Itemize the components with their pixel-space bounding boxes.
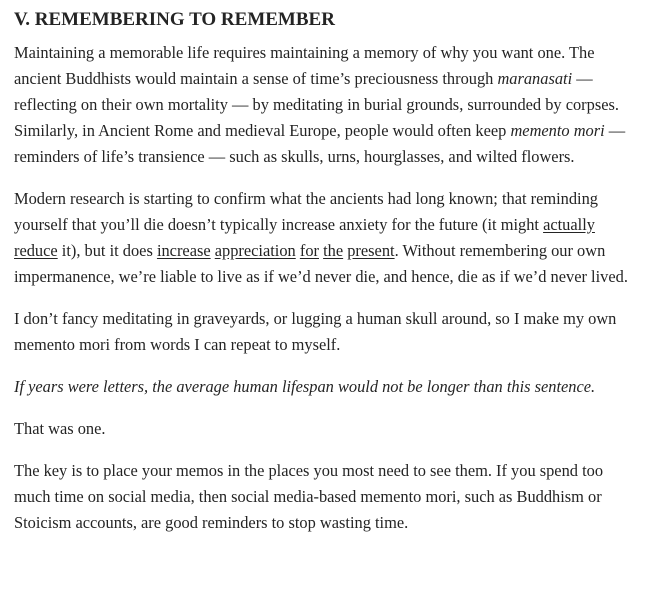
link-actually[interactable]: actually (543, 215, 595, 234)
paragraph-the-key: The key is to place your memos in the places you most need to see them. If you spend too much time on social media, then social media-based memento mori, such as Buddhism or Stoicism accounts, are good reminders to stop wasting time. (14, 461, 604, 532)
link-present[interactable]: present (347, 241, 395, 260)
paragraph-graveyards: I don’t fancy meditating in graveyards, or lugging a human skull around, so I make my own memento mori from words I can repeat to myself. (14, 309, 617, 354)
paragraph-maranasati (14, 40, 636, 170)
paragraph-memento-sentence: If years were letters, the average human lifespan would not be longer than this sentence. (14, 377, 596, 396)
paragraph-text: Modern research is starting to confirm what the ancients had long known; that reminding yourself that you’ll die doesn’t typically increase anxiety for the future (it might (14, 189, 598, 234)
paragraph-text: — reflecting on their own mortality — by meditating in burial grounds, surrounded by corpses. Similarly, in Ancient Rome and medieval Europe, people would often keep (14, 69, 619, 140)
link-for[interactable]: for (299, 241, 319, 260)
paragraph-text: Maintaining a memorable life requires maintaining a memory of why you want one. The ancient Buddhists would maintain a sense of time’s preciousness through (14, 43, 595, 88)
term-maranasati: maranasati (497, 69, 573, 88)
paragraph-text: — reminders of life’s transience — such as skulls, urns, hourglasses, and wilted flowers. (14, 121, 626, 166)
link-appreciation[interactable]: appreciation (214, 241, 296, 260)
paragraph-modern-research (14, 186, 636, 290)
link-reduce[interactable]: reduce (14, 241, 58, 260)
paragraph-text: . Without remembering our own impermanence, we’re liable to live as if we’d never die, and hence, die as if we’d never lived. (14, 241, 628, 286)
section-heading: V. REMEMBERING TO REMEMBER (14, 9, 335, 30)
paragraph-that-was-one: That was one. (14, 419, 106, 438)
link-the[interactable]: the (323, 241, 344, 260)
link-increase[interactable]: increase (156, 241, 211, 260)
term-memento-mori: memento mori (510, 121, 605, 140)
paragraph-text: it), but it does (57, 241, 157, 260)
